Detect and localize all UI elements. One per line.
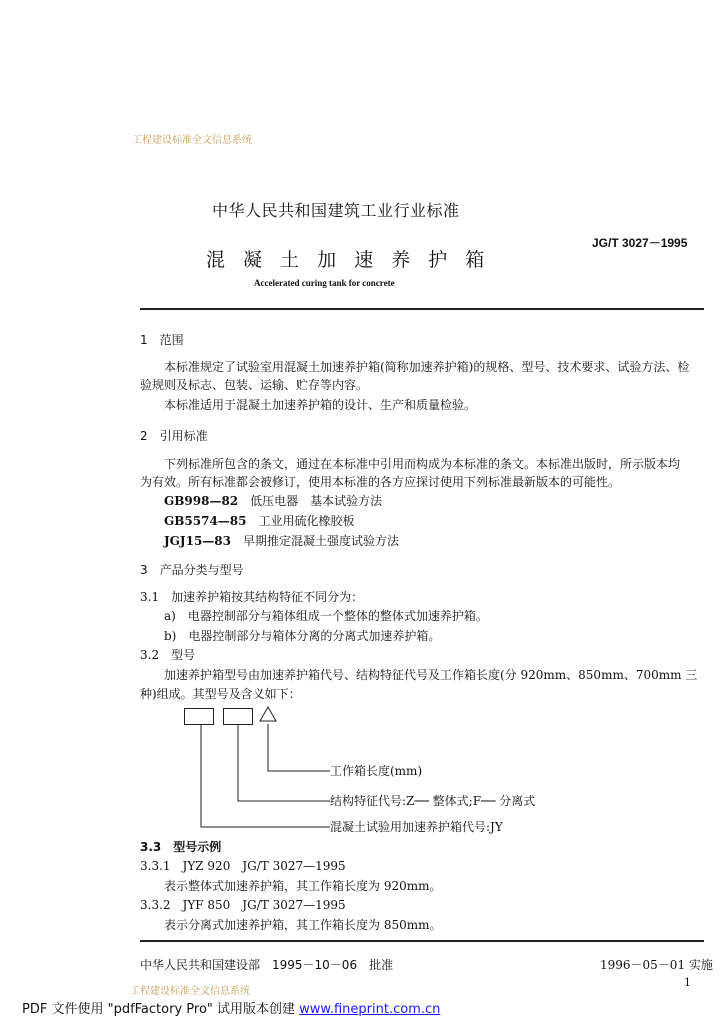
clause-3-2: 3.2 型号 (140, 648, 196, 662)
clause-3-3: 3.3 型号示例 (140, 840, 222, 854)
diagram-label-structure: 结构特征代号:Z── 整体式;F── 分离式 (330, 794, 536, 808)
section-2-para-1b: 为有效。所有标准都会被修订，使用本标准的各方应探讨使用下列标准最新版本的可能性。 (140, 475, 621, 489)
clause-3-1-a: a) 电器控制部分与箱体组成一个整体的整体式加速养护箱。 (164, 609, 488, 623)
effective-date: 1996－05－01 实施 (600, 958, 713, 972)
clause-3-3-2-desc: 表示分离式加速养护箱，其工作箱长度为 850mm。 (164, 918, 442, 932)
standard-code: JG/T 3027－1995 (592, 236, 688, 250)
section-3-heading: 3 产品分类与型号 (140, 563, 244, 577)
section-1-heading: 1 范围 (140, 333, 184, 347)
clause-3-3-2: 3.3.2 JYF 850 JG/T 3027—1995 (140, 898, 346, 912)
section-1-para-2: 本标准适用于混凝土加速养护箱的设计、生产和质量检验。 (164, 398, 477, 412)
header-rule (140, 308, 704, 310)
fineprint-link[interactable]: www.fineprint.com.cn (299, 1002, 441, 1017)
footer-rule (140, 940, 704, 942)
reference-item: GB998—82 低压电器 基本试验方法 (164, 494, 383, 508)
approval-line: 中华人民共和国建设部 1995－10－06 批准 (140, 958, 394, 972)
watermark-bottom: 工程建设标准全文信息系统 (130, 986, 250, 997)
clause-3-1-b: b) 电器控制部分与箱体分离的分离式加速养护箱。 (164, 629, 441, 643)
section-2-heading: 2 引用标准 (140, 429, 208, 443)
clause-3-3-1-desc: 表示整体式加速养护箱，其工作箱长度为 920mm。 (164, 879, 442, 893)
clause-3-1: 3.1 加速养护箱按其结构特征不同分为： (140, 590, 364, 604)
diagram-label-code: 混凝土试验用加速养护箱代号:JY (330, 820, 503, 834)
reference-item: JGJ15—83 早期推定混凝土强度试验方法 (164, 534, 400, 548)
clause-3-2-para-b: 种)组成。其型号及含义如下： (140, 687, 301, 701)
pdf-factory-note-text: PDF 文件使用 "pdfFactory Pro" 试用版本创建 (22, 1002, 300, 1017)
standard-name-cn: 混 凝 土 加 速 养 护 箱 (206, 249, 491, 271)
page-number: 1 (684, 976, 691, 989)
section-1-para-1a: 本标准规定了试验室用混凝土加速养护箱(简称加速养护箱)的规格、型号、技术要求、试验方法、检 (164, 360, 690, 374)
clause-3-3-1: 3.3.1 JYZ 920 JG/T 3027—1995 (140, 859, 346, 873)
standard-name-en: Accelerated curing tank for concrete (254, 278, 395, 288)
watermark-top: 工程建设标准全文信息系统 (132, 135, 252, 146)
clause-3-2-para-a: 加速养护箱型号由加速养护箱代号、结构特征代号及工作箱长度(分 920mm、850mm、700mm 三 (164, 668, 698, 682)
diagram-label-length: 工作箱长度(mm) (330, 764, 423, 778)
pdf-factory-note (22, 998, 440, 1017)
standard-category-title: 中华人民共和国建筑工业行业标准 (212, 201, 460, 220)
reference-item: GB5574—85 工业用硫化橡胶板 (164, 514, 355, 528)
section-1-para-1b: 验规则及标志、包装、运输、贮存等内容。 (140, 378, 369, 392)
diagram-leader-lines (190, 720, 340, 832)
section-2-para-1a: 下列标准所包含的条文，通过在本标准中引用而构成为本标准的条文。本标准出版时，所示版本均 (164, 457, 681, 471)
